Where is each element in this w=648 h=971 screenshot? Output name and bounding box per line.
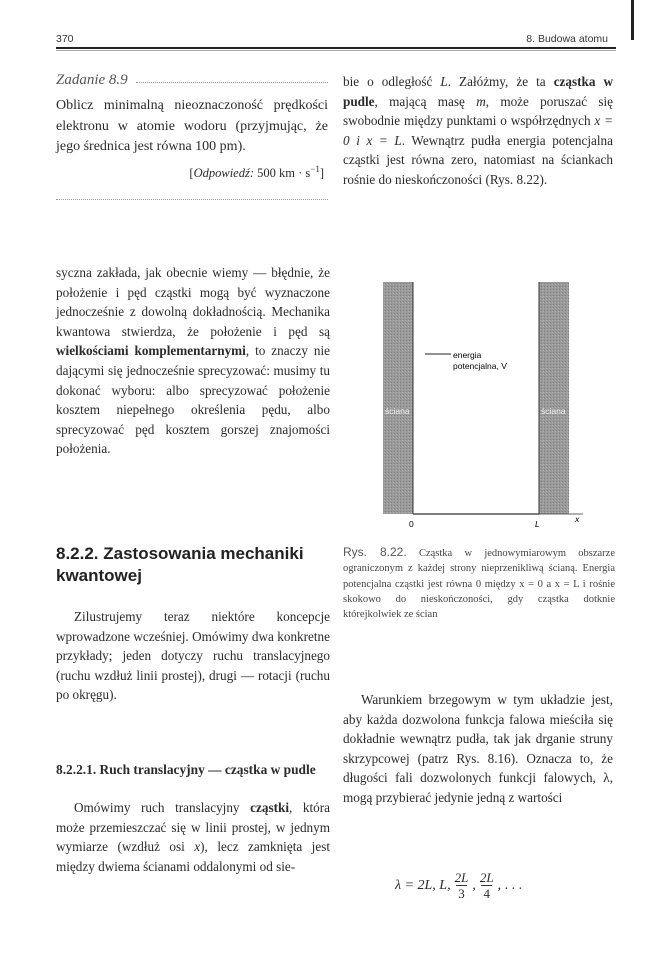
- left-p3-a: Omówimy ruch translacyjny: [74, 800, 251, 815]
- task-bottom-rule: [56, 199, 328, 200]
- task-box: [56, 72, 328, 200]
- page-edge-mark: [631, 0, 634, 40]
- section-title: 8.2.2. Zastosowania mechaniki kwantowej: [56, 544, 304, 585]
- left-p3-c: , która może przemieszczać się w linii prostej, w jednym wymiarze (wzdłuż osi: [56, 800, 330, 855]
- fraction-1: [455, 870, 469, 901]
- task-answer: [Odpowiedź: 500 km · $s^{-1}$]: [189, 163, 324, 180]
- axis-L: L: [535, 519, 540, 529]
- axis-x: x: [575, 514, 580, 524]
- right-paragraph-1: [343, 72, 613, 190]
- potential-well-diagram: [343, 262, 613, 532]
- left-p1-text-a: syczna zakłada, jak obecnie wiemy — błędnie, że położenie i pęd cząstki mogą być wyznaczone jednocześnie z dowolną dokładnością. Mechanika kwantowa stwierdza, że położenie i pęd są: [56, 265, 330, 339]
- right-p1-coords: x = 0 i x = L: [343, 113, 613, 148]
- energy-label-1: energia: [453, 350, 482, 360]
- right-p1-d: , może poruszać się swobodnie między punktami o współrzędnych: [343, 93, 614, 129]
- left-section-body: [56, 607, 330, 705]
- left-wall: [383, 282, 413, 514]
- left-p3-x: x: [194, 839, 201, 855]
- answer-value: 500 km · s: [254, 165, 311, 180]
- fraction-1-numerator: 2L: [454, 870, 469, 885]
- answer-label: Odpowiedź:: [193, 165, 254, 180]
- caption-text: Cząstka w jednowymiarowym obszarze ograniczonym z każdej strony nieprzenikliwą ścianą. Energia potencjalna cząstki jest równa 0 między x = 0 a x = L i rośnie skokowo do nieskończoności, gdy cząstka dotknie którejkolwiek ze ścian: [343, 548, 615, 621]
- wall-right-label: ściana: [541, 406, 566, 416]
- left-p3-d: ), lecz zamknięta jest między dwiema ścianami oddalonymi od sie-: [56, 839, 330, 874]
- answer-close: ]: [319, 165, 324, 180]
- wall-left-label: ściana: [385, 406, 410, 416]
- axis-zero: 0: [409, 519, 414, 529]
- right-p1-c: , mającą masę: [374, 93, 477, 109]
- right-column-top: [343, 72, 613, 190]
- left-paragraph-3: [56, 798, 330, 876]
- fraction-2: [480, 870, 494, 901]
- task-text: Oblicz minimalną nieoznaczoność prędkości elektronu w atomie wodoru (przyjmując, że jego średnica jest równa 100 pm).: [56, 98, 328, 154]
- left-p1-term: wielkościami komplementarnymi: [56, 343, 246, 359]
- figure-8-22: [343, 262, 613, 532]
- equation-lhs: λ = 2L, L,: [395, 877, 451, 893]
- left-paragraph-1: [56, 263, 330, 459]
- subsection-title: 8.2.2.1. Ruch translacyjny — cząstka w pudle: [56, 762, 316, 777]
- right-p1-a: bie o odległość: [343, 74, 441, 89]
- right-p1-b: . Załóżmy, że ta: [447, 74, 554, 89]
- fraction-2-numerator: 2L: [479, 870, 494, 885]
- page-number: 370: [56, 33, 74, 45]
- task-title-rule: [136, 82, 328, 83]
- left-column: [56, 263, 330, 459]
- header-rule-thin: [56, 50, 616, 51]
- caption-label: Rys. 8.22.: [343, 545, 407, 559]
- right-wall: [539, 282, 569, 514]
- right-p1-term: cząstka w pudle: [343, 74, 613, 109]
- wavelength-equation: λ = 2L, L, $\frac{2L}{3}$ , $\frac{2L}{4}$ , . . .: [395, 870, 523, 901]
- equation-tail: , . . .: [497, 877, 523, 893]
- left-subsection-body: [56, 798, 330, 876]
- task-title: Zadanie 8.9: [56, 72, 128, 88]
- left-paragraph-2: Zilustrujemy teraz niektóre koncepcje wprowadzone wcześniej. Omówimy dwa konkretne przykłady; jeden dotyczy ruchu translacyjnego (ruchu wzdłuż linii prostej), drugi — rotacji (ruchu po okręgu).: [56, 609, 330, 703]
- right-paragraph-2: Warunkiem brzegowym w tym układzie jest, aby każda dozwolona funkcja falowa mieściła się dokładnie wewnątrz pudła, tak jak drganie struny skrzypcowej (patrz Rys. 8.16). Oznacza to, że długości fali dozwolonych funkcji falowych, λ, mogą przybierać jedynie jedną z wartości: [343, 692, 613, 805]
- right-p1-L: L: [440, 74, 448, 89]
- figure-caption: [343, 545, 615, 622]
- left-p1-text-c: , to znaczy nie dającymi się jednocześnie sprecyzować: musimy tu dokonać wyboru: albo sprecyzować położenie kosztem niepełnego określenia pędu, albo sprecyzować pęd kosztem gorszej znajomości położenia.: [56, 343, 330, 457]
- fraction-1-denominator: 3: [458, 886, 465, 901]
- left-p3-bold: cząstki: [250, 800, 289, 815]
- answer-exponent: −1: [310, 163, 320, 174]
- right-p1-m: m: [476, 93, 486, 109]
- chapter-title: 8. Budowa atomu: [526, 33, 608, 45]
- energy-label-2: potencjalna, V: [453, 361, 507, 371]
- fraction-2-denominator: 4: [483, 886, 490, 901]
- right-column-bottom: [343, 690, 613, 808]
- header-rule: [56, 47, 616, 49]
- right-p1-f: . Wewnątrz pudła energia potencjalna cząstki jest równa zero, natomiast na ściankach rośnie do nieskończoności (Rys. 8.22).: [343, 132, 613, 187]
